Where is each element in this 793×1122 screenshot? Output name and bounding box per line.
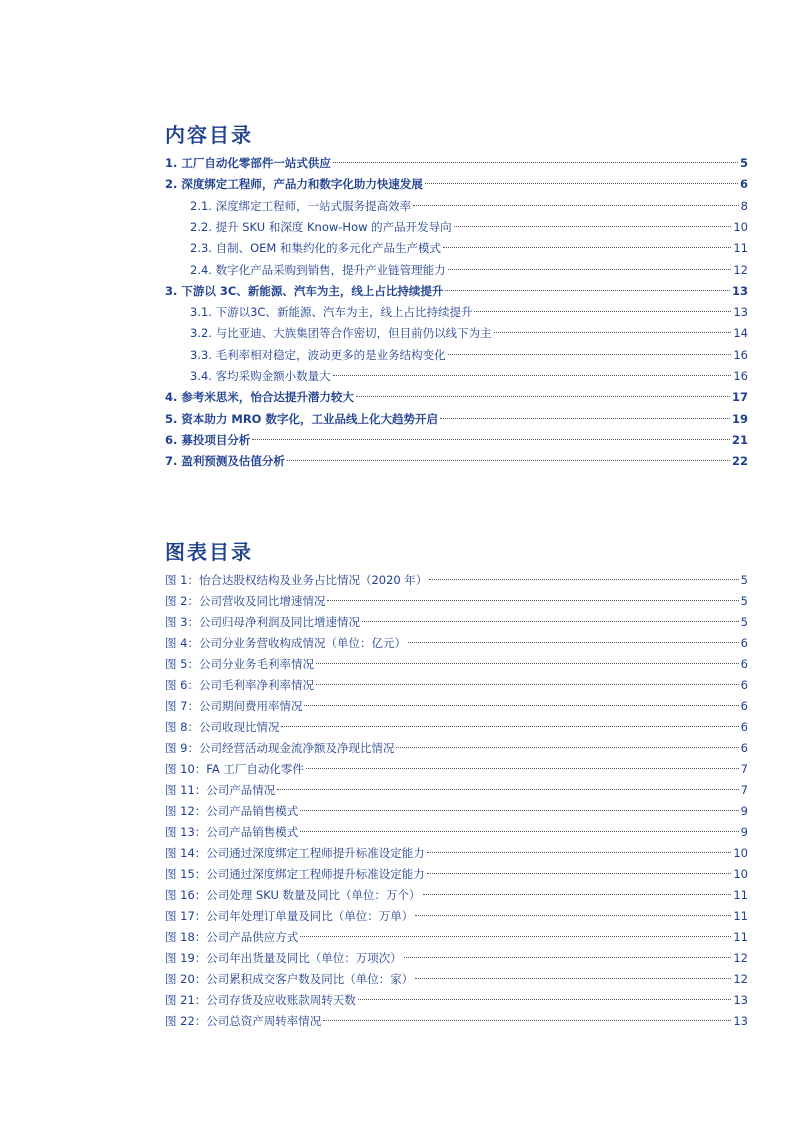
figure-entry-label: 图 15：公司通过深度绑定工程师提升标准设定能力 [165, 867, 425, 881]
figure-entry-label: 图 4：公司分业务营收构成情况（单位：亿元） [165, 636, 406, 650]
dot-leader [327, 600, 738, 601]
toc-entry-page-number: 22 [731, 454, 748, 469]
dot-leader [413, 205, 739, 206]
figure-entry-page-number: 6 [740, 636, 748, 650]
figure-entry-label: 图 22：公司总资产周转率情况 [165, 1014, 322, 1028]
toc-entry-page-number: 10 [733, 219, 748, 234]
dot-leader [356, 396, 730, 397]
toc-entry[interactable] [190, 323, 748, 343]
figure-entry[interactable] [165, 759, 748, 779]
figure-entry[interactable] [165, 654, 748, 674]
toc-entry-page-number: 13 [733, 305, 748, 320]
toc-entry[interactable] [190, 196, 748, 216]
figure-entry[interactable] [165, 738, 748, 758]
figure-entry-label: 图 19：公司年出货量及同比（单位：万项次） [165, 951, 402, 965]
dot-leader [287, 460, 730, 461]
toc-entry-label: 4. 参考米思米，怡合达提升潜力较大 [165, 390, 354, 405]
figure-entry-label: 图 8：公司收现比情况 [165, 720, 280, 734]
dot-leader [277, 789, 738, 790]
dot-leader [408, 642, 739, 643]
figure-entry-page-number: 10 [733, 867, 748, 881]
dot-leader [281, 726, 738, 727]
figure-entry-label: 图 14：公司通过深度绑定工程师提升标准设定能力 [165, 846, 425, 860]
figure-entry-page-number: 6 [740, 678, 748, 692]
dot-leader [427, 852, 732, 853]
dot-leader [316, 684, 739, 685]
toc-entry[interactable] [165, 281, 748, 301]
figure-entry[interactable] [165, 675, 748, 695]
toc-entry[interactable] [165, 409, 748, 429]
dot-leader [404, 957, 732, 958]
figure-entry[interactable] [165, 822, 748, 842]
figure-entry-label: 图 7：公司期间费用率情况 [165, 699, 303, 713]
toc-entry-page-number: 14 [733, 326, 748, 341]
toc-entry[interactable] [165, 174, 748, 194]
figure-entry-page-number: 13 [733, 1014, 748, 1028]
dot-leader [396, 747, 738, 748]
figure-entry-label: 图 20：公司累积成交客户数及同比（单位：家） [165, 972, 414, 986]
toc-entry-label: 3.4. 客均采购金额小数量大 [190, 369, 331, 383]
figure-entry[interactable] [165, 570, 748, 590]
toc-entry-page-number: 8 [740, 198, 748, 213]
toc-entry[interactable] [190, 366, 748, 386]
toc-entry-label: 2.4. 数字化产品采购到销售，提升产业链管理能力 [190, 262, 446, 277]
figure-entry[interactable] [165, 864, 748, 884]
figure-entry[interactable] [165, 717, 748, 737]
dot-leader [454, 226, 732, 227]
dot-leader [306, 768, 739, 769]
dot-leader [304, 705, 738, 706]
toc-entry-label: 3.2. 与比亚迪、大族集团等合作密切，但目前仍以线下为主 [190, 326, 492, 341]
figure-entry-label: 图 21：公司存货及应收账款周转天数 [165, 993, 356, 1007]
figure-entry-page-number: 12 [733, 972, 748, 986]
toc-entry[interactable] [190, 302, 748, 322]
toc-entry-page-number: 16 [733, 369, 748, 383]
figure-entry-label: 图 13：公司产品销售模式 [165, 825, 299, 839]
figure-entry-page-number: 13 [733, 993, 748, 1007]
figure-entry-page-number: 5 [740, 615, 748, 629]
dot-leader [423, 894, 732, 895]
dot-leader [333, 162, 738, 163]
dot-leader [300, 810, 738, 811]
figure-entry[interactable] [165, 927, 748, 947]
dot-leader [300, 936, 731, 937]
toc-entry-label: 5. 资本助力 MRO 数字化，工业品线上化大趋势开启 [165, 411, 438, 426]
toc-entry[interactable] [190, 217, 748, 237]
figure-entry-page-number: 11 [733, 888, 748, 902]
figure-entry-label: 图 9：公司经营活动现金流净额及净现比情况 [165, 741, 395, 755]
figure-entry[interactable] [165, 1011, 748, 1031]
toc-entry-label: 6. 募投项目分析 [165, 432, 251, 447]
figure-entry[interactable] [165, 843, 748, 863]
dot-leader [300, 831, 738, 832]
toc-entry-page-number: 16 [733, 347, 748, 362]
figure-entry[interactable] [165, 801, 748, 821]
figure-entry[interactable] [165, 906, 748, 926]
dot-leader [316, 663, 739, 664]
toc-entry[interactable] [190, 260, 748, 280]
toc-entry-label: 2.1. 深度绑定工程师，一站式服务提高效率 [190, 198, 412, 213]
dot-leader [333, 375, 732, 376]
figure-entry-label: 图 1：怡合达股权结构及业务占比情况（2020 年） [165, 573, 428, 587]
toc-entry-page-number: 19 [731, 411, 748, 426]
figure-entry-page-number: 5 [740, 594, 748, 608]
toc-entry[interactable] [190, 238, 748, 258]
toc-entry-page-number: 6 [739, 177, 748, 192]
dot-leader [252, 439, 730, 440]
toc-entry-label: 7. 盈利预测及估值分析 [165, 454, 285, 469]
figure-entry-page-number: 5 [740, 573, 748, 587]
dot-leader [440, 418, 730, 419]
toc-entry-label: 3.1. 下游以3C、新能源、汽车为主，线上占比持续提升 [190, 305, 473, 320]
dot-leader [415, 978, 731, 979]
figure-entry-page-number: 10 [733, 846, 748, 860]
figure-entry-page-number: 6 [740, 741, 748, 755]
toc-entry[interactable] [190, 345, 748, 365]
figure-entry[interactable] [165, 990, 748, 1010]
figure-entry[interactable] [165, 885, 748, 905]
dot-leader [323, 1020, 731, 1021]
figure-entry-label: 图 5：公司分业务毛利率情况 [165, 657, 314, 671]
toc-entry-label: 2. 深度绑定工程师，产品力和数字化助力快速发展 [165, 177, 423, 192]
dot-leader [425, 183, 738, 184]
toc-entry[interactable] [165, 451, 748, 471]
figure-entry[interactable] [165, 969, 748, 989]
figure-entry-label: 图 17：公司年处理订单量及同比（单位：万单） [165, 909, 414, 923]
figure-entry[interactable] [165, 633, 748, 653]
dot-leader [443, 247, 731, 248]
figure-entry[interactable] [165, 696, 748, 716]
figure-entry[interactable] [165, 612, 748, 632]
figure-entry-page-number: 11 [733, 930, 748, 944]
toc-entry-label: 2.2. 提升 SKU 和深度 Know-How 的产品开发导向 [190, 219, 452, 234]
figure-entry-page-number: 9 [740, 804, 748, 818]
toc-entry-page-number: 12 [733, 262, 748, 277]
figure-entry-page-number: 9 [740, 825, 748, 839]
figure-entry-page-number: 6 [740, 657, 748, 671]
dot-leader [415, 915, 731, 916]
figure-entry-page-number: 7 [740, 783, 748, 797]
toc-entry-page-number: 11 [733, 241, 748, 256]
figure-entry-label: 图 16：公司处理 SKU 数量及同比（单位：万个） [165, 888, 421, 902]
figure-entry-label: 图 10：FA 工厂自动化零件 [165, 762, 304, 776]
toc-entry[interactable] [165, 153, 748, 173]
dot-leader [474, 311, 731, 312]
figure-entry-label: 图 18：公司产品供应方式 [165, 930, 299, 944]
figure-entry-label: 图 3：公司归母净利润及同比增速情况 [165, 615, 360, 629]
dot-leader [448, 354, 732, 355]
toc-entry-page-number: 17 [731, 390, 748, 405]
dot-leader [429, 579, 738, 580]
toc-entry-label: 2.3. 自制、OEM 和集约化的多元化产品生产模式 [190, 241, 441, 256]
toc-entry[interactable] [165, 430, 748, 450]
figure-entry[interactable] [165, 948, 748, 968]
figure-entry-page-number: 11 [733, 909, 748, 923]
toc-entry-page-number: 21 [731, 432, 748, 447]
figure-entry-page-number: 7 [740, 762, 748, 776]
figure-entry[interactable] [165, 591, 748, 611]
dot-leader [445, 290, 730, 291]
figure-list-title: 图表目录 [165, 540, 253, 564]
figure-entry-label: 图 11：公司产品情况 [165, 783, 276, 797]
figure-entry-label: 图 12：公司产品销售模式 [165, 804, 299, 818]
dot-leader [448, 269, 732, 270]
toc-entry-page-number: 13 [731, 283, 748, 298]
figure-entry[interactable] [165, 780, 748, 800]
dot-leader [358, 999, 732, 1000]
toc-entry-label: 1. 工厂自动化零部件一站式供应 [165, 156, 331, 170]
toc-entry-label: 3.3. 毛利率相对稳定，波动更多的是业务结构变化 [190, 347, 446, 362]
figure-entry-label: 图 6：公司毛利率净利率情况 [165, 678, 314, 692]
figure-entry-page-number: 6 [740, 720, 748, 734]
dot-leader [494, 332, 732, 333]
dot-leader [362, 621, 739, 622]
toc-entry[interactable] [165, 387, 748, 407]
toc-title: 内容目录 [165, 123, 253, 147]
figure-entry-page-number: 6 [740, 699, 748, 713]
dot-leader [427, 873, 732, 874]
toc-entry-page-number: 5 [739, 156, 748, 170]
figure-entry-label: 图 2：公司营收及同比增速情况 [165, 594, 326, 608]
toc-entry-label: 3. 下游以 3C、新能源、汽车为主，线上占比持续提升 [165, 283, 444, 298]
figure-entry-page-number: 12 [733, 951, 748, 965]
